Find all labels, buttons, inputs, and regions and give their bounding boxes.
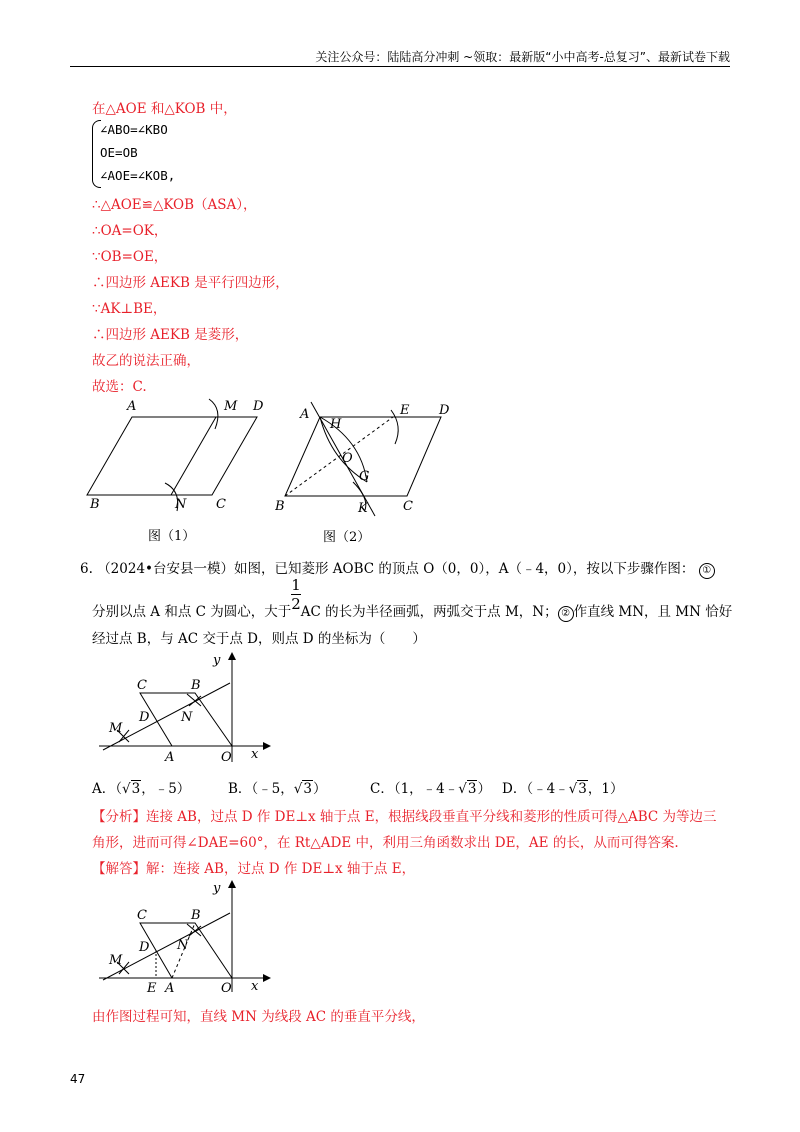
answer-line-1: 【解答】解：连接 AB，过点 D 作 DE⊥x 轴于点 E， xyxy=(92,861,416,877)
fig1-parallelogram xyxy=(87,417,257,495)
fig4-x-arrow xyxy=(263,974,271,982)
fig2-label-k: K xyxy=(358,501,368,516)
fig3-label-n: N xyxy=(181,710,193,725)
fig4-label-d: D xyxy=(139,940,150,955)
fig3-label-a: A xyxy=(165,750,175,765)
fig2-label-e: E xyxy=(400,403,410,418)
option-c[interactable]: C．（1，﹣4﹣√3） xyxy=(370,781,491,797)
analysis-line-2: 角形，进而可得∠DAE=60°，在 Rt△ADE 中，利用三角函数求出 DE，AE 的长，从而可得答案. xyxy=(92,835,679,851)
fig1-segment-mn xyxy=(171,417,216,495)
analysis-line-1: 【分析】连接 AB，过点 D 作 DE⊥x 轴于点 E，根据线段垂直平分线和菱形的性质可得△ABC 为等边三 xyxy=(92,809,717,825)
solution-line: ∴四边形 AEKB 是平行四边形， xyxy=(92,275,289,291)
fig2-parallelogram xyxy=(285,417,441,496)
fig1-label-d: D xyxy=(253,399,264,414)
fig4-y-arrow xyxy=(228,880,236,888)
fraction-numerator: 1 xyxy=(291,576,301,594)
option-c-text-end: ） xyxy=(477,781,491,797)
fig4-label-a: A xyxy=(165,981,175,996)
fig2-label-h: H xyxy=(330,417,342,432)
option-d-text-end: ，1） xyxy=(587,781,624,797)
fig4-label-y: y xyxy=(213,881,221,896)
system-eq-3: ∠AOE=∠KOB, xyxy=(100,168,176,183)
fig3-label-c: C xyxy=(137,678,147,693)
option-a-text: A．（ xyxy=(92,781,122,797)
option-d-text: D．（﹣4﹣ xyxy=(502,781,569,797)
system-eq-1: ∠ABO=∠KBO xyxy=(100,122,168,137)
fig3-label-o: O xyxy=(221,750,232,765)
option-b-text: B．（﹣5， xyxy=(228,781,294,797)
fig4-label-m: M xyxy=(109,953,123,968)
fig3-y-arrow xyxy=(228,652,236,660)
figure-1 xyxy=(85,395,275,550)
solution-line: ∴OA=OK， xyxy=(92,223,168,239)
question-text: （2024•台安县一模）如图，已知菱形 AOBC 的顶点 O（0，0），A（﹣4，0），按以下步骤作图： xyxy=(97,561,695,577)
fig4-label-b: B xyxy=(191,908,201,923)
solution-line: ∵OB=OE， xyxy=(92,249,168,265)
page-header xyxy=(70,8,730,67)
fig4-label-c: C xyxy=(137,908,147,923)
option-a[interactable]: A．（√3，﹣5） xyxy=(92,781,191,797)
solution-line: 在△AOE 和△KOB 中， xyxy=(92,101,237,117)
fig1-label-b: B xyxy=(90,497,100,512)
option-c-text: C．（1，﹣4﹣ xyxy=(370,781,459,797)
fraction-half xyxy=(291,576,301,613)
fig1-label-c: C xyxy=(216,497,226,512)
question-text: AC 的长为半径画弧，两弧交于点 M，N； xyxy=(300,604,558,620)
figure-4 xyxy=(95,878,275,996)
header-text: 关注公众号：陆陆高分冲刺 ~领取：最新版“小中高考-总复习”、最新试卷下载 xyxy=(315,50,730,64)
fig3-label-b: B xyxy=(191,678,201,693)
fig2-caption: 图（2） xyxy=(323,530,371,545)
fig3-label-y: y xyxy=(213,653,221,668)
question-line-1 xyxy=(80,557,715,579)
option-a-text-end: ，﹣5） xyxy=(141,781,191,797)
fraction-denominator: 2 xyxy=(291,595,301,613)
option-b[interactable]: B．（﹣5，√3） xyxy=(228,781,327,797)
option-b-sqrt: 3 xyxy=(303,781,312,797)
fig4-label-n: N xyxy=(177,938,189,953)
fig1-caption: 图（1） xyxy=(148,529,196,544)
system-eq-2: OE=OB xyxy=(100,145,138,160)
fig2-label-o: O xyxy=(342,451,353,466)
fig2-label-a: A xyxy=(300,407,310,422)
solution-line: ∴△AOE≌△KOB（ASA）， xyxy=(92,197,257,213)
step-marker-2: ② xyxy=(558,606,574,622)
option-d[interactable]: D．（﹣4﹣√3，1） xyxy=(502,781,624,797)
fig4-label-e: E xyxy=(147,981,157,996)
fig3-x-arrow xyxy=(263,742,271,750)
fig3-label-d: D xyxy=(139,710,150,725)
fig2-label-d: D xyxy=(439,403,450,418)
question-text: 分别以点 A 和点 C 为圆心，大于 xyxy=(92,604,292,620)
solution-line: 故选：C. xyxy=(92,379,147,395)
solution-line: ∵AK⊥BE， xyxy=(92,301,167,317)
fig3-label-m: M xyxy=(109,721,123,736)
fig1-label-n: N xyxy=(175,497,187,512)
fig3-label-x: x xyxy=(251,747,259,762)
fig1-label-a: A xyxy=(127,399,137,414)
page-number: 47 xyxy=(70,1072,86,1086)
option-d-sqrt: 3 xyxy=(578,781,587,797)
fig2-label-c: C xyxy=(403,499,413,514)
figure-2 xyxy=(275,398,465,550)
step-marker-1: ① xyxy=(699,563,715,579)
option-a-sqrt: 3 xyxy=(131,781,141,797)
conclusion-line-1: 由作图过程可知，直线 MN 为线段 AC 的垂直平分线， xyxy=(92,1009,425,1025)
question-text: 作直线 MN，且 MN 恰好 xyxy=(573,604,733,620)
solution-line: 故乙的说法正确， xyxy=(92,353,200,369)
question-line-3: 经过点 B，与 AC 交于点 D，则点 D 的坐标为（ ） xyxy=(92,631,426,647)
solution-line: ∴四边形 AEKB 是菱形， xyxy=(92,327,249,343)
question-line-2 xyxy=(92,578,732,622)
option-b-text-end: ） xyxy=(312,781,327,797)
fig2-label-g: G xyxy=(359,469,370,484)
question-number: 6. xyxy=(80,561,93,577)
option-c-sqrt: 3 xyxy=(467,781,477,797)
fig1-arc-m xyxy=(209,399,218,429)
fig4-label-o: O xyxy=(221,981,232,996)
fig2-arc-e xyxy=(391,410,398,444)
fig1-label-m: M xyxy=(224,399,238,414)
fig4-label-x: x xyxy=(251,979,259,994)
fig2-label-b: B xyxy=(275,499,285,514)
figure-3 xyxy=(95,650,275,768)
